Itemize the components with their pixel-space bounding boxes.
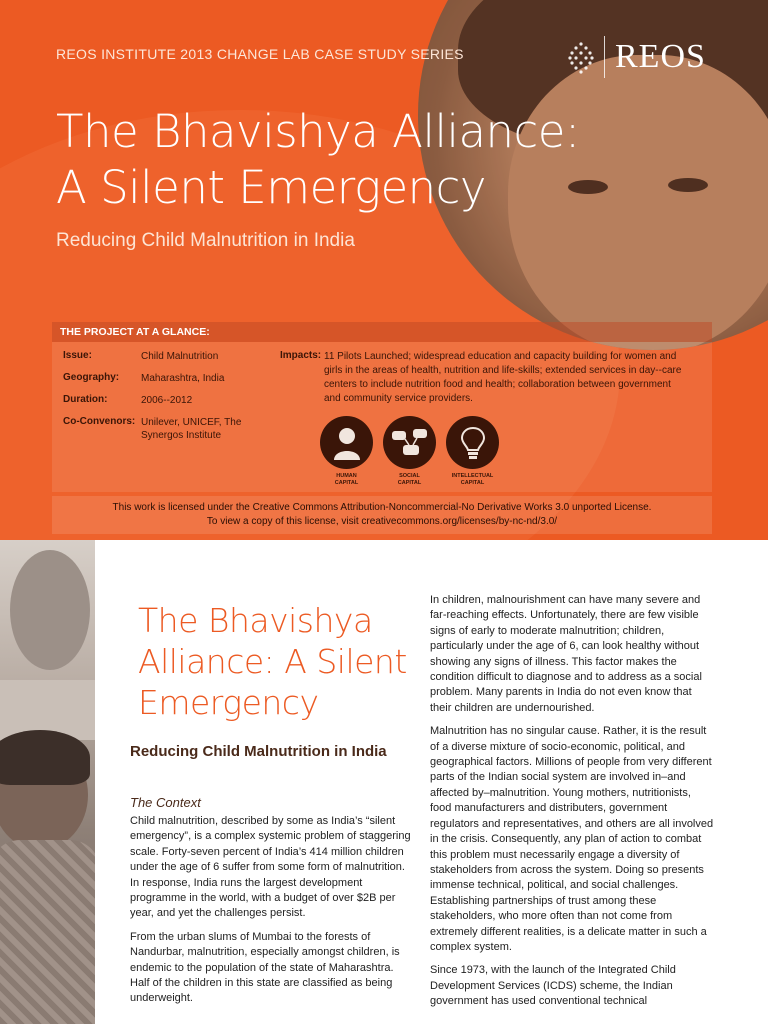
fact-co-convenors: Co-Convenors: Unilever, UNICEF, The Synergos Institute xyxy=(63,416,242,441)
article-column-right xyxy=(430,593,715,1018)
human-capital: HUMAN CAPITAL xyxy=(320,416,373,487)
series-label: REOS INSTITUTE 2013 CHANGE LAB CASE STUDY SERIES xyxy=(56,46,464,62)
article-title: The Bhavishya Alliance: A Silent Emergency xyxy=(138,601,407,722)
paragraph: Malnutrition has no singular cause. Rather, it is the result of a diverse mixture of socio-economic, political, and geographical factors. Millions of people from very different parts of the Indian social system are involved in–and affected by–malnutrition. Young mothers, nutritionists, food manufacturers and distributers, government regulators and representatives, and others are all involved in the crisis. Consequently, any plan of action to combat this problem must necessarily engage a diversity of stakeholders from across the system. Doing so presents immense technical, political, and social challenges. Establishing partnerships of trust among these stakeholders, who more often than not come from extremely different realities, is a delicate matter in such a complex system. xyxy=(430,725,714,953)
glance-facts xyxy=(63,350,273,451)
speech-bubbles-icon xyxy=(383,416,436,469)
fact-geography: Geography: Maharashtra, India xyxy=(63,372,225,384)
article-subtitle: Reducing Child Malnutrition in India xyxy=(130,743,387,760)
cover-title xyxy=(56,104,676,216)
intellectual-capital: INTELLECTUAL CAPITAL xyxy=(446,416,499,487)
social-capital: SOCIAL CAPITAL xyxy=(383,416,436,487)
license-link[interactable]: To view a copy of this license, visit creativecommons.org/licenses/by-nc-nd/3.0/ xyxy=(206,516,558,527)
lightbulb-icon xyxy=(446,416,499,469)
cover-title-line1: The Bhavishya Alliance: xyxy=(56,105,580,158)
paragraph: Child malnutrition, described by some as India’s “silent emergency”, is a complex systemic problem of staggering scale. Forty-seven percent of India’s 414 million children under the age of 6 suffer from some form of malnutrition. In response, India runs the largest development programme in the world, with a budget of over $2B per year, and yet the challenges persist. xyxy=(130,815,411,920)
cover-subtitle: Reducing Child Malnutrition in India xyxy=(56,230,355,251)
section-heading-context: The Context xyxy=(130,795,201,810)
glance-heading: THE PROJECT AT A GLANCE: xyxy=(52,322,712,342)
paragraph: Since 1973, with the launch of the Integrated Child Development Services (ICDS) scheme, the Indian government has used conventional technical xyxy=(430,964,676,1008)
paragraph: In children, malnourishment can have many severe and far-reaching effects. Unfortunately, there are few visible signs of early to moderate malnutrition; children, particularly under the age of 6, can look healthy without showing any signs of illness. This factor makes the condition difficult to diagnose and to address as a social problem. Many parents in India do not even know that their children are undernourished. xyxy=(430,594,702,714)
reos-logo xyxy=(566,36,706,78)
license-notice xyxy=(52,496,712,534)
capital-icons xyxy=(320,416,499,487)
side-child-photo xyxy=(0,540,95,1024)
glance-impacts: Impacts: 11 Pilots Launched; widespread education and capacity building for women and girls in the areas of health, nutrition and life-skills; extended services in day--care centers to include nutrition food and health; collaboration between government and community service providers. xyxy=(280,350,682,404)
cover-title-line2: A Silent Emergency xyxy=(56,161,487,214)
article-column-left xyxy=(130,814,413,1015)
fact-duration: Duration: 2006--2012 xyxy=(63,394,193,406)
fact-issue: Issue: Child Malnutrition xyxy=(63,350,219,362)
reos-mark-icon xyxy=(566,40,596,74)
reos-wordmark: REOS xyxy=(615,38,706,75)
person-icon xyxy=(320,416,373,469)
license-line1: This work is licensed under the Creative Commons Attribution-Noncommercial-No Derivative Works 3.0 unported License. xyxy=(112,502,652,513)
paragraph: From the urban slums of Mumbai to the forests of Nandurbar, malnutrition, especially amongst children, is endemic to the population of the state of Maharashtra. Half of the children in this state are classified as being underweight. xyxy=(130,930,400,1005)
